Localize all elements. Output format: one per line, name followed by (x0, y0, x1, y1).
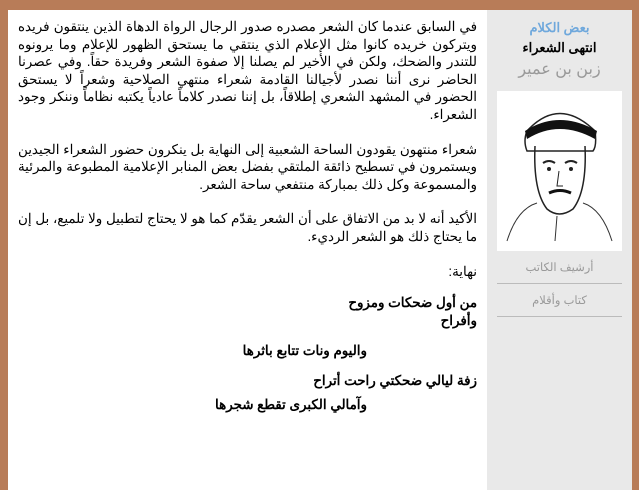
poem-line: زفة ليالي ضحكتي راحت أتراح (313, 373, 477, 389)
poem-line: وآمالي الكبرى تقطع شجرها (215, 397, 367, 413)
poem (18, 294, 477, 414)
sidebar (487, 10, 632, 490)
author-portrait-icon (497, 91, 622, 251)
article-paragraph: في السابق عندما كان الشعر مصدره صدور الرجال الرواة الدهاة الذين ينتقون فريده ويتركون خريده كانوا مثل الإعلام الذي ينتقي ما يستحق الظهور للإعلام وما يرونوه للتندر والضحك، ولكن في الأخير لم يصلنا إلا صفوة الشعر وفريدة حقاً. وفي عصرنا الحاضر نرى أننا نصدر لأجيالنا القادمة شعراء منتهي الصلاحية وشعراً لا يستحق الحضور في المشهد الشعري إطلاقاً، بل إننا نصدر كلاماً عادياً يكتبه نظاماً وننكر وجود الشعراء. (18, 19, 477, 122)
poem-line: وأفراح (440, 313, 477, 329)
author-photo (497, 91, 622, 251)
divider (497, 316, 622, 317)
author-archive-link[interactable]: أرشيف الكاتب (525, 262, 594, 274)
ending-label: نهاية: (448, 263, 477, 279)
article-paragraph: الأكيد أنه لا بد من الاتفاق على أن الشعر يقدّم كما هو لا يحتاج لتطبيل ولا تلميع، بل إن ما يحتاج ذلك هو الشعر الرديء. (18, 211, 477, 244)
article-body (18, 18, 477, 414)
poem-line: واليوم ونات تتابع باثرها (242, 343, 367, 359)
category-link[interactable]: بعض الكلام (529, 20, 590, 35)
author-name[interactable]: زبن بن عمير (518, 61, 601, 78)
article-paragraph: شعراء منتهون يقودون الساحة الشعبية إلى النهاية بل ينكرون حضور الشعراء الجيدين ويستمرون في تسطيح ذائقة الملتقي بفضل بعض المنابر الإعلامية المطبوعة والمرئية والمسموعة وكل ذلك بمباركة منتفعي ساحة الشعر. (18, 141, 477, 192)
article-title: انتهى الشعراء (522, 40, 597, 55)
poem-line: من أول ضحكات ومزوح (348, 295, 477, 311)
article-area (8, 10, 487, 490)
writers-link[interactable]: كتاب وأقلام (532, 295, 587, 307)
